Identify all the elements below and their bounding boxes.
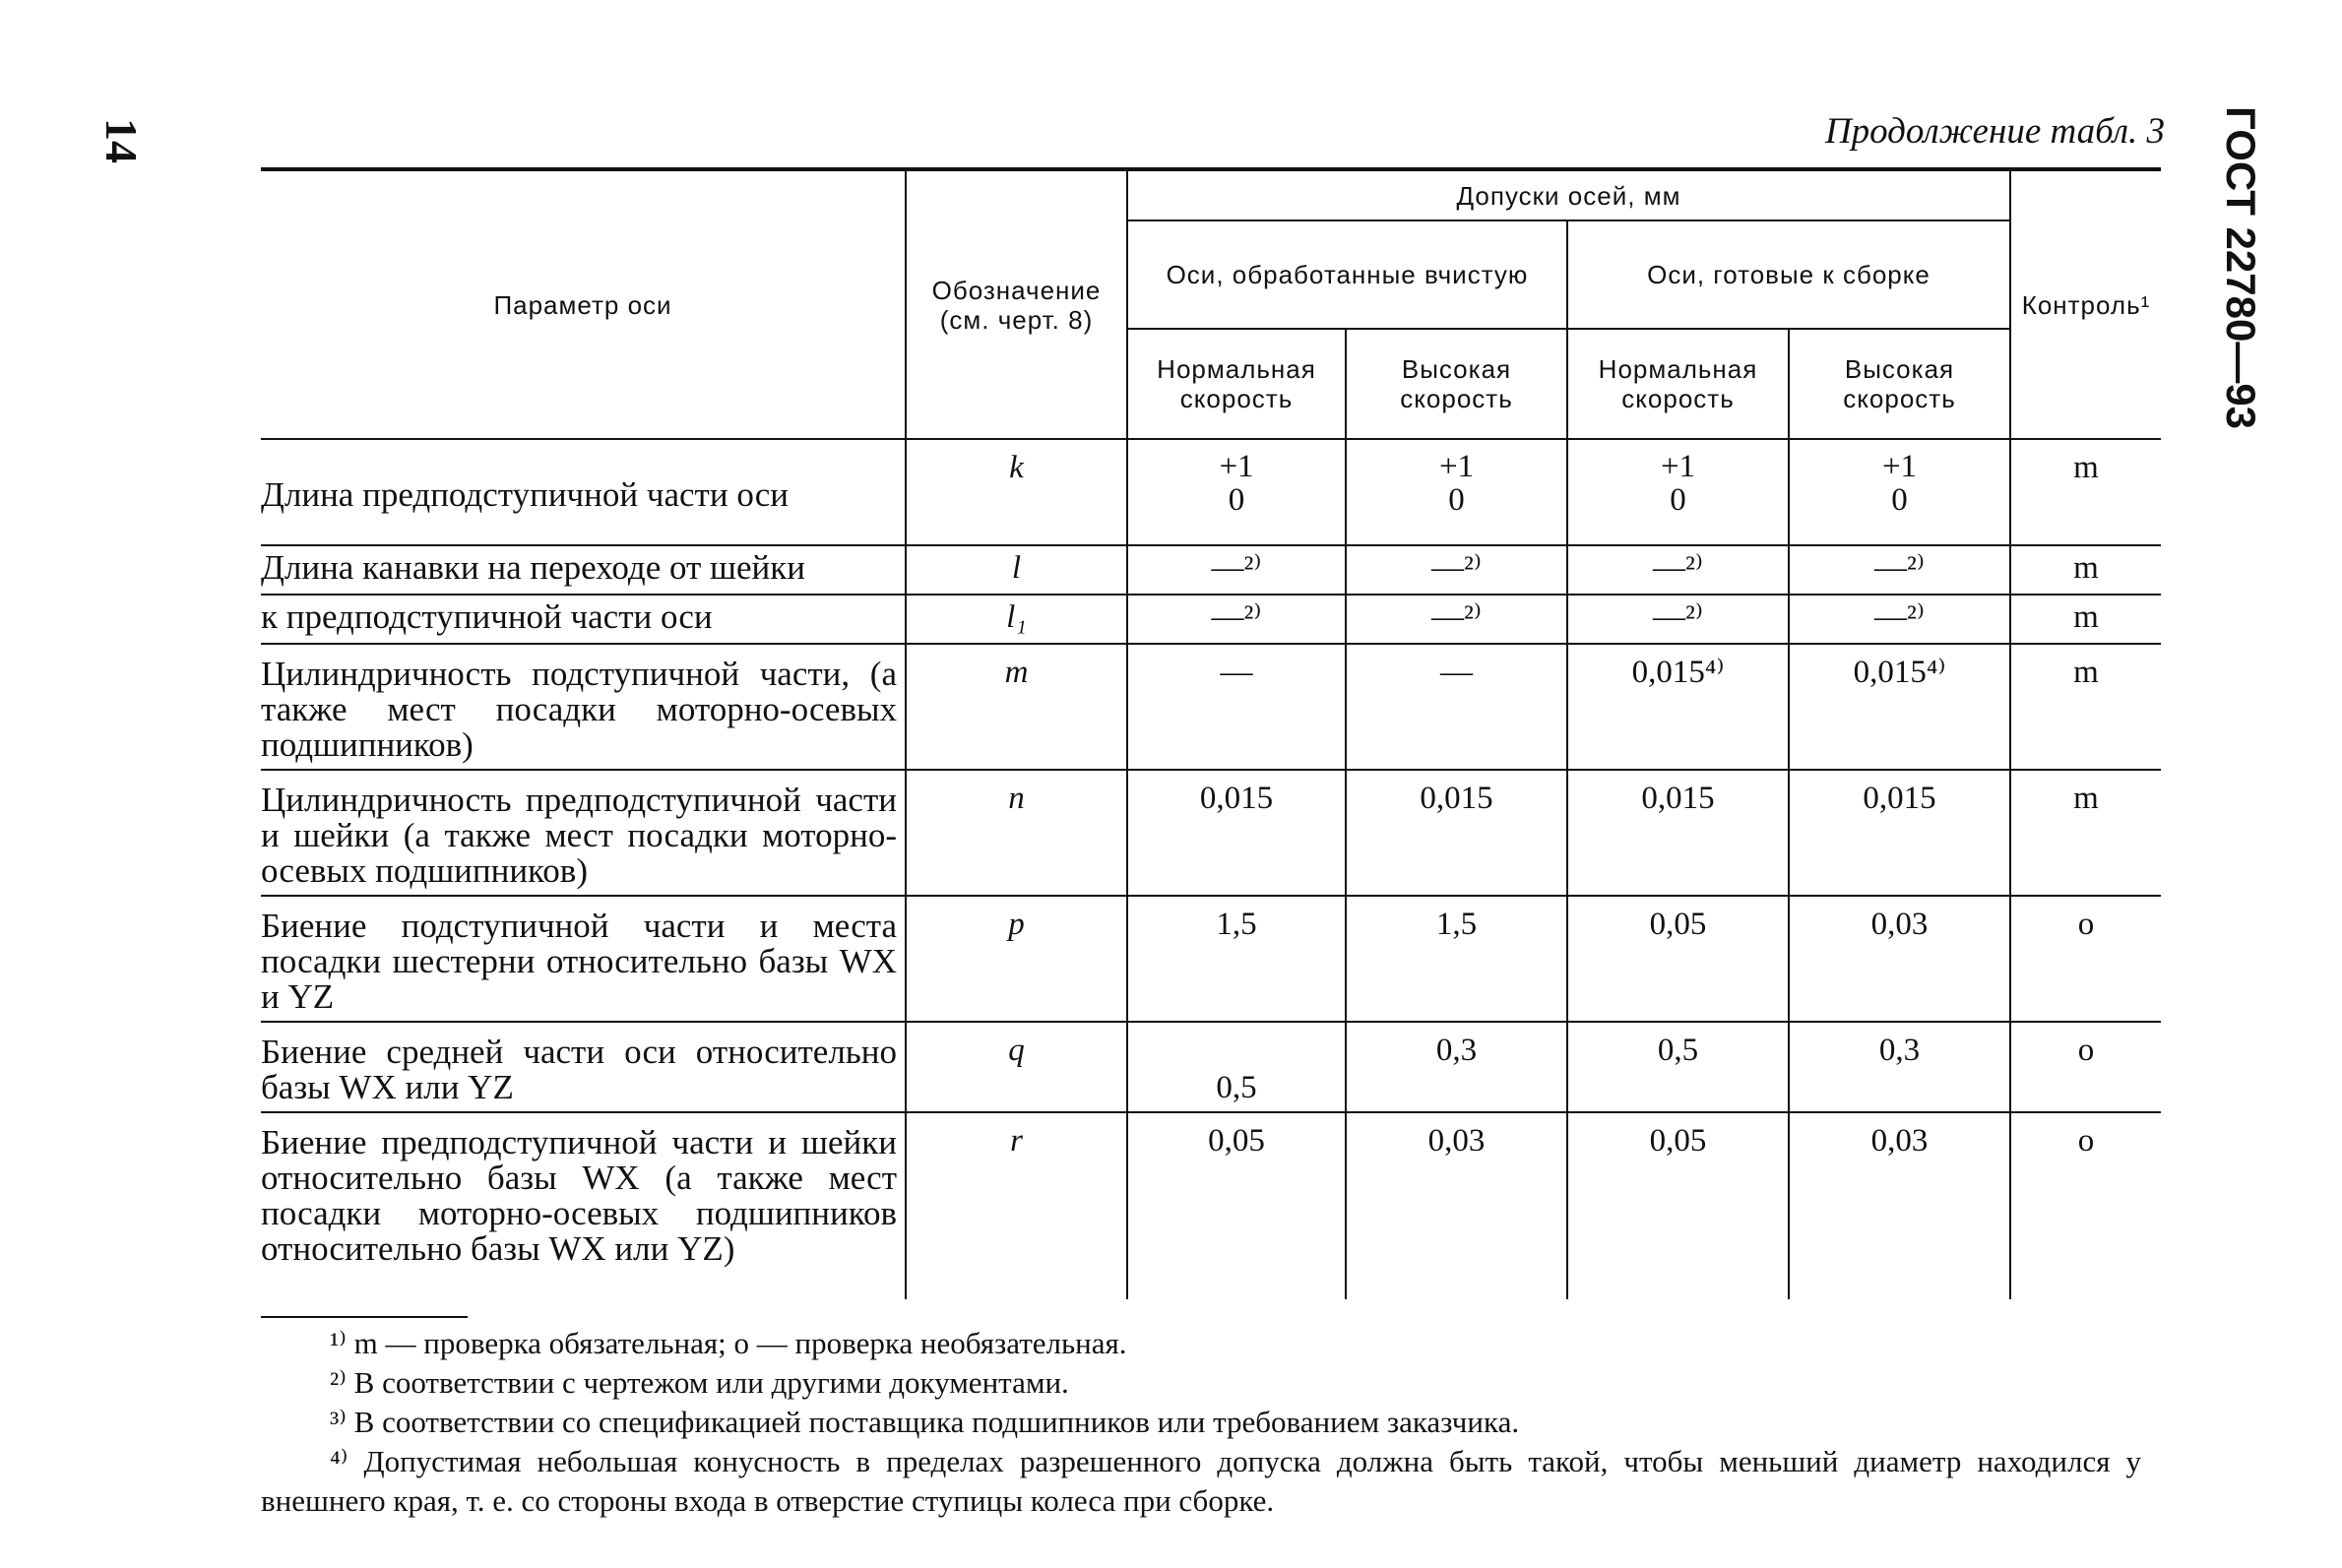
header-param: Параметр оси: [261, 169, 906, 439]
param-cell: Цилиндричность предподступичной части и шейки (а также мест посадки моторно-осевых подшипников): [261, 770, 906, 896]
control-cell: m: [2010, 545, 2161, 595]
value-cell: —²⁾: [1127, 595, 1346, 644]
value-cell: 0,5: [1567, 1022, 1789, 1112]
value-cell: +1 0: [1346, 439, 1567, 545]
standard-code: ГОСТ 22780—93: [2218, 106, 2264, 430]
symbol-cell: l: [906, 545, 1127, 595]
value-cell: 0,5: [1127, 1022, 1346, 1112]
value-cell: —²⁾: [1567, 545, 1789, 595]
value-cell: 0,03: [1346, 1112, 1567, 1299]
value-cell: —²⁾: [1789, 545, 2010, 595]
page-number: 14: [96, 118, 147, 163]
header-ready: Оси, готовые к сборке: [1567, 220, 2010, 329]
tolerance-table-container: [261, 167, 2161, 1299]
control-cell: m: [2010, 770, 2161, 896]
table-continuation-label: Продолжение табл. 3: [1824, 111, 2165, 152]
value-cell: 1,5: [1127, 896, 1346, 1022]
header-machined: Оси, обработанные вчистую: [1127, 220, 1567, 329]
value-cell: —: [1127, 644, 1346, 770]
symbol-cell: n: [906, 770, 1127, 896]
value-cell: —²⁾: [1127, 545, 1346, 595]
value-cell: —²⁾: [1346, 595, 1567, 644]
symbol-cell: m: [906, 644, 1127, 770]
table-row: [261, 545, 2161, 595]
value-cell: —²⁾: [1789, 595, 2010, 644]
footnote-2: ²⁾ В соответствии с чертежом или другими документами.: [330, 1365, 1069, 1400]
header-machined-high-speed: Высокая скорость: [1346, 329, 1567, 439]
value-cell: 0,03: [1789, 1112, 2010, 1299]
value-cell: 0,015: [1346, 770, 1567, 896]
param-cell: к предподступичной части оси: [261, 595, 906, 644]
value-cell: +1 0: [1789, 439, 2010, 545]
value-cell: 0,03: [1789, 896, 2010, 1022]
value-cell: 0,05: [1567, 896, 1789, 1022]
header-control: Контроль¹: [2010, 169, 2161, 439]
value-cell: 0,015⁴⁾: [1789, 644, 2010, 770]
table-row: [261, 1112, 2161, 1299]
value-cell: 0,3: [1789, 1022, 2010, 1112]
symbol-cell: r: [906, 1112, 1127, 1299]
footnote-divider: [261, 1316, 468, 1318]
param-cell: Цилиндричность подступичной части, (а также мест посадки моторно-осевых подшипников): [261, 644, 906, 770]
table-row: [261, 770, 2161, 896]
value-cell: +1 0: [1567, 439, 1789, 545]
header-symbol: Обозначение (см. черт. 8): [906, 169, 1127, 439]
value-cell: 0,05: [1567, 1112, 1789, 1299]
header-machined-normal-speed: Нормальная скорость: [1127, 329, 1346, 439]
param-cell: Биение средней части оси относительно базы WX или YZ: [261, 1022, 906, 1112]
param-cell: Биение подступичной части и места посадки шестерни относительно базы WX и YZ: [261, 896, 906, 1022]
value-cell: —²⁾: [1567, 595, 1789, 644]
axle-tolerance-table: [261, 167, 2161, 1299]
footnote-4: ⁴⁾ Допустимая небольшая конусность в пределах разрешенного допуска должна быть такой, чтобы меньший диаметр находился у внешнего края, т. е. со стороны входа в отверстие ступицы колеса при сборке.: [261, 1444, 2141, 1518]
value-cell: +1 0: [1127, 439, 1346, 545]
table-row: [261, 644, 2161, 770]
footnotes: [261, 1316, 2141, 1521]
table-row: [261, 439, 2161, 545]
control-cell: o: [2010, 1022, 2161, 1112]
symbol-cell: q: [906, 1022, 1127, 1112]
value-cell: —²⁾: [1346, 545, 1567, 595]
value-cell: —: [1346, 644, 1567, 770]
control-cell: m: [2010, 439, 2161, 545]
table-row: [261, 896, 2161, 1022]
footnote-1: ¹⁾ m — проверка обязательная; о — проверка необязательная.: [330, 1326, 1127, 1360]
value-cell: 0,015: [1127, 770, 1346, 896]
symbol-cell: l₁: [906, 595, 1127, 644]
value-cell: 0,3: [1346, 1022, 1567, 1112]
value-cell: 1,5: [1346, 896, 1567, 1022]
value-cell: 0,015: [1567, 770, 1789, 896]
header-tolerances: Допуски осей, мм: [1127, 169, 2010, 220]
param-cell: Длина предподступичной части оси: [261, 439, 906, 545]
header-ready-normal-speed: Нормальная скорость: [1567, 329, 1789, 439]
symbol-cell: p: [906, 896, 1127, 1022]
value-cell: 0,05: [1127, 1112, 1346, 1299]
param-cell: Биение предподступичной части и шейки относительно базы WX (а также мест посадки моторно-осевых подшипников относительно базы WX или YZ): [261, 1112, 906, 1299]
table-row: [261, 595, 2161, 644]
control-cell: m: [2010, 644, 2161, 770]
footnote-3: ³⁾ В соответствии со спецификацией поставщика подшипников или требованием заказчика.: [330, 1405, 1520, 1439]
table-row: [261, 1022, 2161, 1112]
control-cell: m: [2010, 595, 2161, 644]
symbol-cell: k: [906, 439, 1127, 545]
control-cell: o: [2010, 896, 2161, 1022]
control-cell: o: [2010, 1112, 2161, 1299]
param-cell: Длина канавки на переходе от шейки: [261, 545, 906, 595]
header-ready-high-speed: Высокая скорость: [1789, 329, 2010, 439]
value-cell: 0,015⁴⁾: [1567, 644, 1789, 770]
value-cell: 0,015: [1789, 770, 2010, 896]
